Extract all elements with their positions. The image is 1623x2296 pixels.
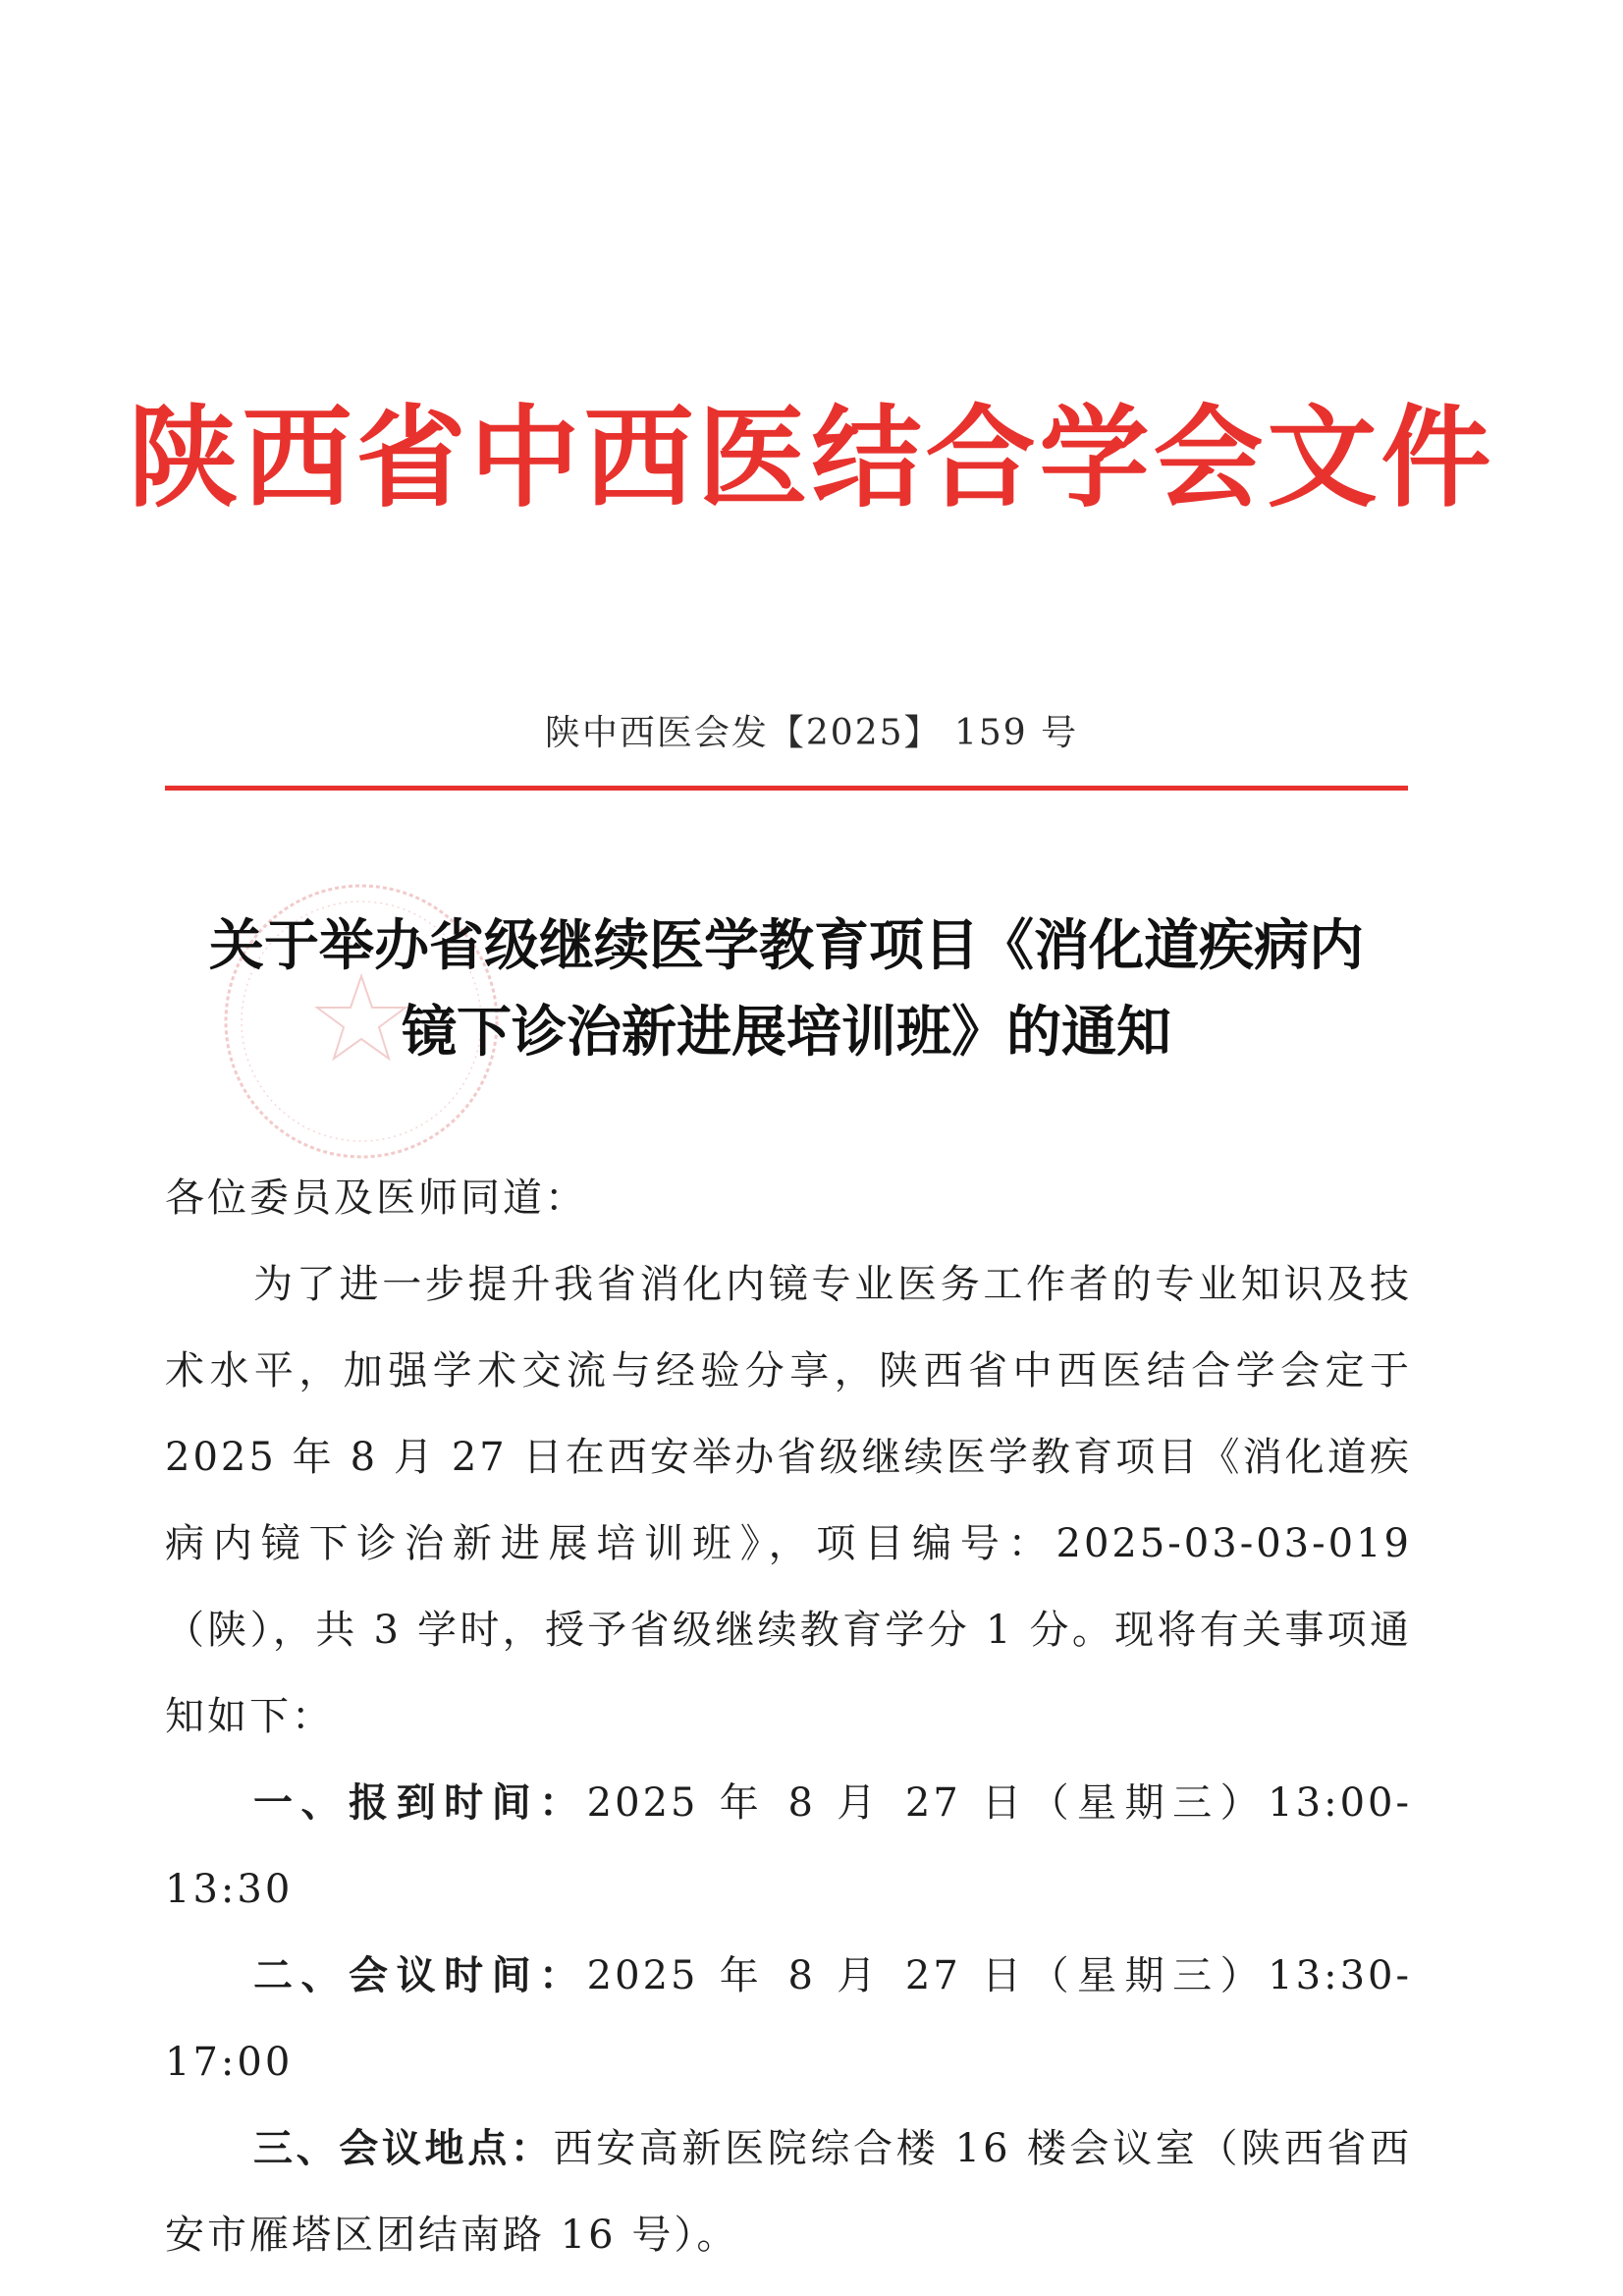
item-meeting-time — [165, 1933, 1412, 2105]
item-meeting-location — [165, 2105, 1412, 2278]
intro-paragraph: 为了进一步提升我省消化内镜专业医务工作者的专业知识及技术水平，加强学术交流与经验分享，陕西省中西医结合学会定于 2025 年 8 月 27 日在西安举办省级继续医学教育项目《消化道疾病内镜下诊治新进展培训班》，项目编号：2025-03-03-019（陕），共 3 学时，授予省级继续教育学分 1 分。现将有关事项通知如下： — [165, 1262, 1412, 1739]
title-line-1: 关于举办省级继续医学教育项目《消化道疾病内 — [209, 914, 1364, 978]
item-label: 三、会议地点： — [253, 2126, 554, 2171]
item-value: 2025 年 8 月 27 日（星期三）13:30-17:00 — [165, 1953, 1412, 2085]
item-value: 2025 年 8 月 27 日（星期三）13:00-13:30 — [165, 1780, 1412, 1912]
item-value: 西安高新医院综合楼 16 楼会议室（陕西省西安市雁塔区团结南路 16 号）。 — [165, 2126, 1413, 2258]
notice-title — [165, 903, 1408, 1076]
item-label: 二、会议时间： — [253, 1953, 587, 1998]
title-line-2: 镜下诊治新进展培训班》的通知 — [402, 1001, 1171, 1065]
item-registration-time — [165, 1760, 1412, 1933]
notice-body — [165, 1155, 1412, 2278]
document-number: 陕中西医会发【2025】 159 号 — [544, 713, 1079, 753]
item-label: 一、报到时间： — [253, 1780, 587, 1826]
org-header-title: 陕西省中西医结合学会文件 — [128, 394, 1495, 522]
red-divider-line — [165, 786, 1408, 791]
salutation: 各位委员及医师同道： — [165, 1175, 587, 1221]
